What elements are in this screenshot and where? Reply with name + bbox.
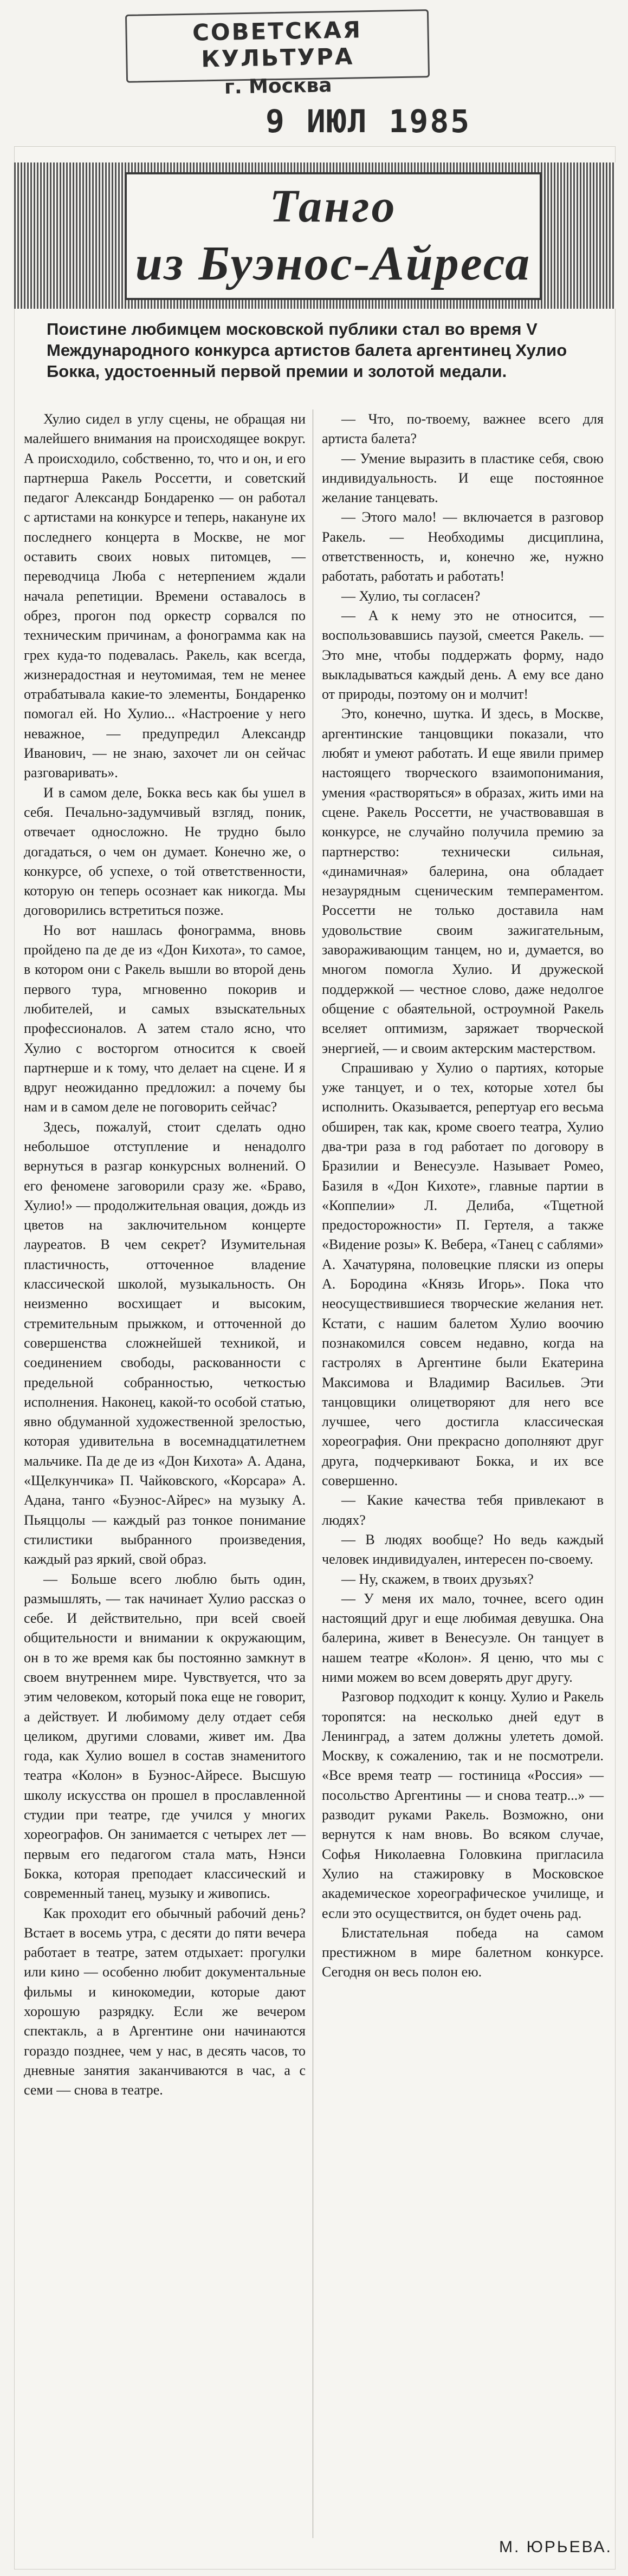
title-line-2: из Буэнос-Айреса xyxy=(135,237,532,290)
author-signature: М. ЮРЬЕВА. xyxy=(498,2538,612,2556)
article-paragraph: — В людях вообще? Но ведь каждый человек индивидуален, интересен по-своему. xyxy=(322,1531,604,1567)
article-column-left xyxy=(24,409,306,2100)
article-paragraph: Как проходит его обычный рабочий день? Встает в восемь утра, с десяти до пяти вечера работает в театре, затем отдыхает: прогулки или кино — особенно любит документальные фильмы и кинокомедии, которые дают хорошую разрядку. Если же вечером спектакль, а в Аргентине они начинаются гораздо позднее, чем у нас, в десять часов, то дневные занятия заканчиваются в час, а с семи — снова в театре. xyxy=(24,1905,306,2098)
article-paragraph: — Что, по-твоему, важнее всего для артиста балета? xyxy=(322,411,604,447)
article-paragraph: Хулио сидел в углу сцены, не обращая ни малейшего внимания на происходящее вокруг. А происходило, собственно, то, что и он, и его партнерша Ракель Россетти, и советский педагог Александр Бондаренко — он работал с артистами на конкурсе и теперь, накануне их последнего концерта в Москве, не мог оставить своих новых питомцев, — переводчица Люба с нетерпением ждали начала репетиции. Времени оставалось в обрез, прогон под оркестр сорвался по техническим причинам, а фонограмма как на грех куда-то подевалась. Ракель, как всегда, жизнерадостная и неутомимая, тем не менее отрабатывала какие-то элементы, Бондаренко помогал ей. Но Хулио... «Настроение у него неважное, — предупредил Александр Иванович, — не знаю, захочет ли он сейчас разговаривать». xyxy=(24,411,306,781)
article-lead: Поистине любимцем московской публики стал во время V Международного конкурса артистов балета аргентинец Хулио Бокка, удостоенный первой премии и золотой медали. xyxy=(47,320,567,381)
publication-stamp xyxy=(125,9,430,99)
article-paragraph: Спрашиваю у Хулио о партиях, которые уже танцует, и о тех, которые хотел бы исполнить. Оказывается, репертуар его весьма обширен, так как, кроме своего театра, Хулио два-три раза в год работает по договору в Бразилии и Венесуэле. Называет Ромео, Базиля в «Дон Кихоте», главные партии в «Коппелии» Л. Делиба, «Тщетной предосторожности» П. Гертеля, а также «Видение розы» К. Вебера, «Танец с саблями» А. Хачатуряна, половецкие пляски из оперы А. Бородина «Князь Игорь». Пока что неосуществившиеся творческие желания нет. Кстати, с нашим балетом Хулио воочию познакомился совсем недавно, когда на гастролях в Аргентине были Екатерина Максимова и Владимир Васильев. Эти танцовщики олицетворяют для него все лучшее, чего достигла классическая хореография. Они прекрасно дополняют друг друга, подчеркивают Бокка, и их все совершенно. xyxy=(322,1059,604,1489)
article-paragraph: — Больше всего люблю быть один, размышлять, — так начинает Хулио рассказ о себе. И действительно, при всей своей общительности и внимании к окружающим, он в то же время как бы постоянно замкнут в своем внутреннем мире. Чувствуется, что за этим человеком, который пока еще не говорит, а действует. И любимому делу отдает себя целиком, другими словами, живет им. Два года, как Хулио вошел в состав знаменитого театра «Колон» в Буэнос-Айресе. Высшую школу искусства он прошел в прославленной студии при театре, где учился у многих хореографов. Он занимается с четырех лет — первым его педагогом стала мать, Нэнси Бокка, которая преподает классический и современный танец, музыку и живопись. xyxy=(24,1571,306,1902)
article-paragraph: — Хулио, ты согласен? xyxy=(341,588,481,604)
article-paragraph: Это, конечно, шутка. И здесь, в Москве, аргентинские танцовщики показали, что любят и умеют работать. И еще явили пример настоящего творческого взаимопонимания, умения «растворяться» в образах, жить ими на сцене. Ракель Россетти, не участвовавшая в конкурсе, не случайно получила премию за партнерство: технически сильная, «динамичная» балерина, она обладает незаурядным сценическим темпераментом. Россетти не только доставила нам удовольствие своим зажигательным, завораживающим танцем, но и, думается, во многом помогла Хулио. И дружеской поддержкой — честное слово, даже недолгое общение с обаятельной, остроумной Ракель вселяет оптимизм, заряжает творческой энергией, — и своим актерским мастерством. xyxy=(322,706,604,1056)
article-column-right xyxy=(322,409,604,1982)
article-paragraph: Но вот нашлась фонограмма, вновь пройдено па де де из «Дон Кихота», то самое, в котором они с Ракель вышли во второй день первого тура, мгновенно покорив и любителей, и самых взыскательных профессионалов. А затем стало ясно, что Хулио с восторгом относится к своей партнерше и к тому, что делает на сцене. И я вдруг неожиданно предложил: а почему бы нам и в самом деле не поговорить сейчас? xyxy=(24,922,306,1115)
article-paragraph: — А к нему это не относится, — воспользовавшись паузой, смеется Ракель. — Это мне, чтобы поддержать форму, надо выкладываться каждый день. А ему все дано от природы, поэтому он и молчит! xyxy=(322,607,604,702)
article-paragraph: — Этого мало! — включается в разговор Ракель. — Необходимы дисциплина, ответственность, и, конечно же, нужно работать, работать и работать! xyxy=(322,509,604,584)
article-paragraph: — Какие качества тебя привлекают в людях? xyxy=(322,1492,604,1528)
title-line-1: Танго xyxy=(269,180,397,232)
article-paragraph: — Ну, скажем, в твоих друзьях? xyxy=(341,1571,534,1587)
article-paragraph: — У меня их мало, точнее, всего один настоящий друг и еще любимая девушка. Она балерина, живет в Венесуэле. Он танцует в нашем театре «Колон». Я ценю, что мы с ними можем во всем доверять друг другу. xyxy=(322,1590,604,1685)
article-paragraph: Здесь, пожалуй, стоит сделать одно небольшое отступление и ненадолго вернуться в разгар конкурсных волнений. О его феномене заговорили сразу же. «Браво, Хулио!» — продолжительная овация, дождь из цветов на заключительном концерте лауреатов. В чем секрет? Изумительная пластичность, отточенное владение классической школой, музыкальность. Он неизменно восхищает и высоким, стремительным прыжком, и отточенной до совершенства сложнейшей техникой, и соединением свободы, раскованности с предельной собранностью, четкостью исполнения. Наконец, какой-то особой статью, явно обдуманной художественной зрелостью, которая удивительна в восемнадцатилетнем мальчике. Па де де из «Дон Кихота» А. Адана, «Щелкунчика» П. Чайковского, «Корсара» А. Адана, танго «Буэнос-Айрес» на музыку А. Пьяццолы — каждый раз тонкое понимание стилистики выбранного произведения, каждый раз яркий, свой образ. xyxy=(24,1118,306,1567)
publication-name: СОВЕТСКАЯ КУЛЬТУРА xyxy=(192,16,362,73)
article-paragraph: — Умение выразить в пластике себя, свою индивидуальность. И еще постоянное желание танцевать. xyxy=(322,450,604,506)
article-paragraph: Блистательная победа на самом престижном в мире балетном конкурсе. Сегодня он весь полон ею. xyxy=(322,1924,604,1980)
publication-city: г. Москва xyxy=(224,74,332,99)
article-title xyxy=(125,172,542,300)
article-paragraph: Разговор подходит к концу. Хулио и Ракель торопятся: на несколько дней едут в Ленинград, а затем должны улететь домой. Москву, к сожалению, так и не посмотрели. «Все время театр — гостиница «Россия» — посольство Аргентины — и снова театр...» — разводит руками Ракель. Возможно, они вернутся к нам вновь. Во всяком случае, Софья Николаевна Головкина пригласила Хулио на стажировку в Московское академическое хореографическое училище, и если это осуществится, он будет очень рад. xyxy=(322,1689,604,1921)
article-paragraph: И в самом деле, Бокка весь как бы ушел в себя. Печально-задумчивый взгляд, поник, отвечает односложно. Не трудно было догадаться, о чем он думает. Конечно же, о конкурсе, об успехе, о той ответственности, которую он теперь осознает как никогда. Мы договорились встретиться позже. xyxy=(24,784,306,919)
date-stamp: 9 ИЮЛ 1985 xyxy=(266,103,471,140)
